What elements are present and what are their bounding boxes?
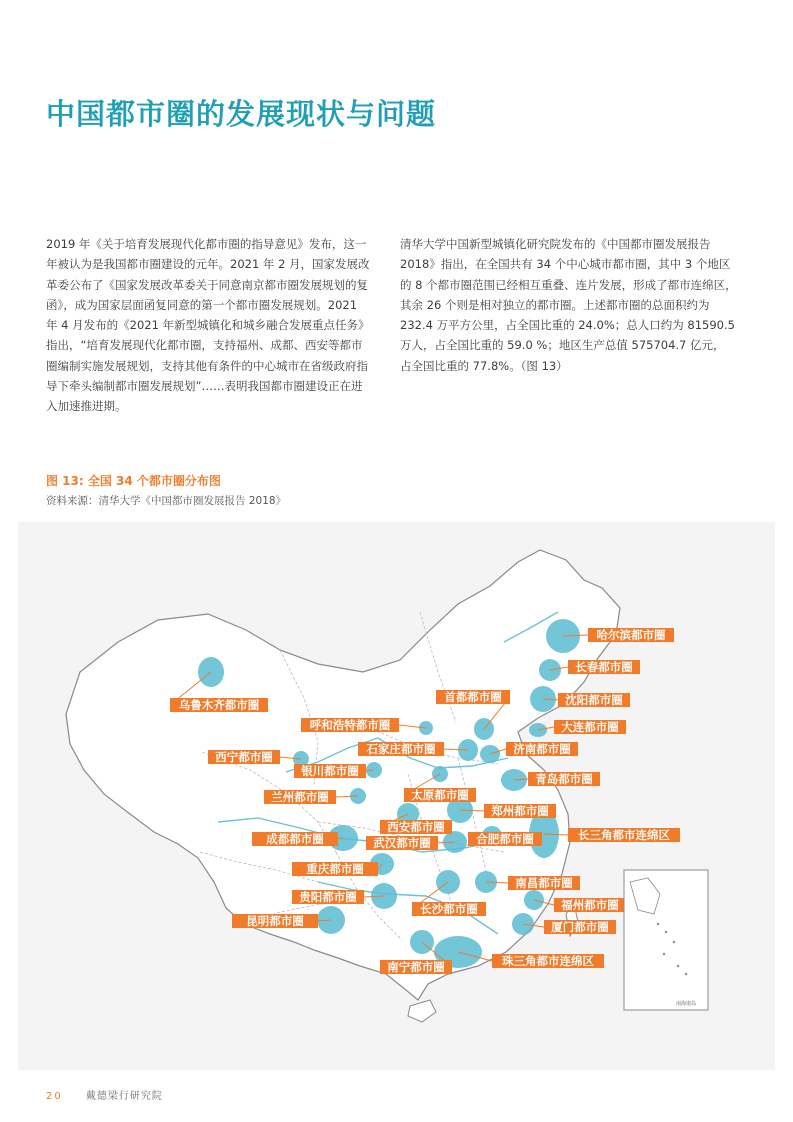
text-line: 入加速推进期。: [46, 399, 127, 414]
metro-label: 呼和浩特都市圈: [309, 720, 391, 732]
metro-label: 乌鲁木齐都市圈: [178, 700, 260, 712]
paragraph-left: [46, 234, 384, 417]
page-number: 20: [46, 1091, 63, 1102]
metro-label: 石家庄都市圈: [366, 744, 436, 756]
metro-label: 南昌都市圈: [515, 878, 573, 890]
text-line: 圈编制实施发展规划，支持其他有条件的中心城市在省级政府指: [46, 358, 368, 373]
text-line: 年被认为是我国都市圈建设的元年。2021 年 2 月，国家发展改: [46, 257, 370, 272]
figure-source: 资料来源：清华大学《中国都市圈发展报告 2018》: [46, 495, 287, 507]
metro-label: 南宁都市圈: [387, 962, 445, 974]
metro-label: 西宁都市圈: [215, 752, 273, 764]
body-text-left: [46, 234, 384, 417]
metro-label: 重庆都市圈: [306, 864, 364, 876]
metro-label: 武汉都市圈: [373, 838, 431, 850]
metro-label: 银川都市圈: [301, 766, 359, 778]
china-map: [18, 522, 775, 1070]
figure-title: 图 13: 全国 34 个都市圈分布图: [46, 474, 221, 488]
text-line: 2019 年《关于培育发展现代化都市圈的指导意见》发布，这一: [46, 237, 367, 251]
text-line: 清华大学中国新型城镇化研究院发布的《中国都市圈发展报告: [400, 237, 711, 251]
south-china-sea-inset: [624, 870, 708, 1010]
text-line: 其余 26 个则是相对独立的都市圈。上述都市圈的总面积约为: [400, 297, 710, 312]
metro-label: 兰州都市圈: [271, 792, 329, 804]
page-title: 中国都市圈的发展现状与问题: [46, 97, 437, 131]
metro-label: 福州都市圈: [561, 900, 619, 912]
text-line: 万人，占全国比重的 59.0 %；地区生产总值 575704.7 亿元，: [400, 338, 725, 353]
inset-caption: 南海诸岛: [675, 1001, 697, 1007]
body-text-right: [400, 234, 742, 376]
metro-label: 郑州都市圈: [491, 806, 549, 818]
metro-label: 哈尔滨都市圈: [596, 630, 666, 642]
metro-label: 合肥都市圈: [476, 834, 534, 846]
metro-label: 长沙都市圈: [420, 904, 478, 916]
metro-label: 长三角都市连绵区: [578, 830, 670, 842]
metro-label: 青岛都市圈: [535, 774, 593, 786]
hainan-island: [408, 1000, 436, 1022]
text-line: 革委公布了《国家发展改革委关于同意南京都市圈发展规划的复: [46, 277, 368, 292]
metro-label: 昆明都市圈: [246, 916, 304, 928]
text-line: 函》，成为国家层面函复同意的第一个都市圈发展规划。2021: [46, 297, 358, 312]
text-line: 占全国比重的 77.8%。（图 13）: [400, 358, 568, 373]
metro-label: 成都都市圈: [266, 834, 324, 846]
text-line: 的 8 个都市圈范围已经相互重叠、连片发展，形成了都市连绵区，: [400, 277, 737, 292]
metro-label: 首都都市圈: [444, 692, 502, 704]
metro-label: 西安都市圈: [387, 822, 445, 834]
metro-label: 厦门都市圈: [551, 922, 609, 934]
metro-label: 珠三角都市连绵区: [502, 956, 594, 968]
text-line: 指出，“培育发展现代化都市圈，支持福州、成都、西安等都市: [46, 338, 363, 353]
metro-label: 济南都市圈: [513, 744, 571, 756]
text-line: 年 4 月发布的《2021 年新型城镇化和城乡融合发展重点任务》: [46, 318, 370, 333]
text-line: 2018》指出，在全国共有 34 个中心城市都市圈，其中 3 个地区: [400, 257, 731, 272]
metro-label: 沈阳都市圈: [565, 695, 623, 707]
footer: [46, 1087, 163, 1102]
paragraph-right: [400, 234, 742, 376]
metro-label: 太原都市圈: [411, 790, 469, 802]
metro-label: 长春都市圈: [575, 662, 633, 674]
text-line: 导下牵头编制都市圈发展规划”……表明我国都市圈建设正在进: [46, 379, 363, 394]
metro-label: 大连都市圈: [561, 722, 619, 734]
footer-org: 戴德梁行研究院: [85, 1091, 163, 1102]
text-line: 232.4 万平方公里，占全国比重的 24.0%；总人口约为 81590.5: [400, 318, 735, 333]
map-panel: [18, 522, 775, 1070]
metro-label: 贵阳都市圈: [299, 892, 357, 904]
